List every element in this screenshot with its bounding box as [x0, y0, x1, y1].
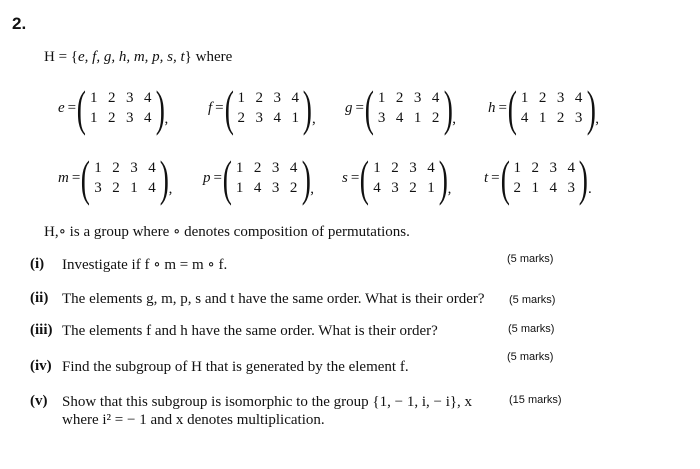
- equals-sign: =: [67, 99, 77, 116]
- matrix-row-top: [373, 88, 445, 108]
- matrix-cell: 3: [126, 90, 134, 106]
- matrix-cell: 4: [148, 160, 156, 176]
- matrix-cell: 3: [567, 180, 576, 196]
- question-part-text: Investigate if f ∘ m = m ∘ f.: [62, 257, 228, 273]
- marks-label: (5 marks): [507, 351, 554, 363]
- permutation-name: g: [345, 99, 353, 116]
- separator: ,: [310, 181, 315, 197]
- matrix-cell: 3: [549, 160, 558, 176]
- matrix-cell: 1: [130, 180, 138, 196]
- permutation-name: m: [58, 169, 69, 186]
- permutation-e: [58, 82, 168, 134]
- right-paren: ): [301, 150, 311, 206]
- equals-sign: =: [355, 99, 364, 116]
- right-paren: ): [579, 150, 589, 206]
- right-paren: ): [438, 150, 448, 206]
- question-part-label: (v): [30, 393, 48, 409]
- matrix-cell: 2: [108, 110, 116, 126]
- permutation-g: [345, 82, 456, 134]
- matrix-row-top: [232, 88, 304, 108]
- matrix-cell: 2: [112, 180, 120, 196]
- matrix-cell: 1: [413, 110, 422, 126]
- set-prefix: H = {: [44, 49, 78, 65]
- matrix-cell: 2: [391, 160, 399, 176]
- separator: ,: [168, 181, 173, 197]
- matrix-cell: 2: [255, 90, 264, 106]
- permutation-matrix: [373, 82, 445, 134]
- matrix-row-top: [516, 88, 588, 108]
- matrix-cell: 3: [413, 90, 422, 106]
- permutation-matrix: [232, 82, 304, 134]
- matrix-cell: 2: [253, 160, 262, 176]
- matrix-cell: 3: [377, 110, 386, 126]
- matrix-row-top: [231, 158, 303, 178]
- separator: ,: [447, 181, 452, 197]
- permutation-matrix: [368, 152, 440, 204]
- matrix-cell: 2: [556, 110, 565, 126]
- left-paren: (: [76, 80, 87, 136]
- left-paren: (: [507, 80, 517, 136]
- permutation-matrix: [508, 152, 580, 204]
- permutation-h: [488, 82, 599, 134]
- separator: .: [587, 181, 592, 197]
- matrix-cell: 2: [395, 90, 404, 106]
- matrix-cell: 4: [549, 180, 558, 196]
- question-part-text: The elements g, m, p, s and t have the same order. What is their order?: [62, 291, 485, 307]
- matrix-cell: 3: [391, 180, 399, 196]
- question-part-label: (iv): [30, 358, 52, 374]
- permutation-matrix: [89, 152, 161, 204]
- matrix-row-top: [368, 158, 440, 178]
- right-paren: ): [159, 150, 169, 206]
- matrix-row-bottom: [85, 108, 157, 128]
- matrix-cell: 2: [112, 160, 120, 176]
- question-part-label: (ii): [30, 290, 49, 306]
- matrix-cell: 2: [513, 180, 522, 196]
- matrix-cell: 2: [237, 110, 246, 126]
- equals-sign: =: [71, 169, 81, 186]
- matrix-row-bottom: [89, 178, 161, 198]
- permutation-name: s: [342, 169, 348, 186]
- matrix-cell: 1: [520, 90, 529, 106]
- matrix-row-bottom: [508, 178, 580, 198]
- set-elements: e, f, g, h, m, p, s, t: [78, 49, 185, 65]
- permutation-t: [484, 152, 592, 204]
- matrix-row-top: [89, 158, 161, 178]
- right-paren: ): [586, 80, 596, 136]
- matrix-row-top: [85, 88, 157, 108]
- permutation-name: p: [203, 169, 211, 186]
- matrix-cell: 4: [520, 110, 529, 126]
- matrix-cell: 4: [574, 90, 583, 106]
- left-paren: (: [500, 150, 510, 206]
- marks-label: (5 marks): [508, 323, 555, 335]
- left-paren: (: [81, 150, 91, 206]
- matrix-cell: 2: [531, 160, 540, 176]
- matrix-row-bottom: [373, 108, 445, 128]
- question-part-text: The elements f and h have the same order. What is their order?: [62, 323, 438, 339]
- permutation-f: [208, 82, 316, 134]
- left-paren: (: [224, 80, 234, 136]
- set-definition: [44, 49, 232, 66]
- permutation-p: [203, 152, 314, 204]
- permutation-m: [58, 152, 172, 204]
- permutation-matrix: [516, 82, 588, 134]
- right-paren: ): [155, 80, 165, 136]
- question-part-label: (iii): [30, 322, 53, 338]
- permutation-name: e: [58, 99, 65, 116]
- equals-sign: =: [498, 99, 507, 116]
- separator: ,: [595, 111, 600, 127]
- matrix-cell: 4: [144, 90, 152, 106]
- matrix-cell: 1: [373, 160, 381, 176]
- permutation-name: f: [208, 99, 213, 116]
- matrix-cell: 4: [148, 180, 156, 196]
- matrix-cell: 4: [253, 180, 262, 196]
- equals-sign: =: [213, 169, 222, 186]
- matrix-cell: 1: [427, 180, 435, 196]
- matrix-cell: 1: [531, 180, 540, 196]
- matrix-cell: 4: [291, 90, 300, 106]
- question-part-text-continued: where i² = − 1 and x denotes multiplication.: [62, 412, 325, 428]
- matrix-cell: 4: [273, 110, 282, 126]
- separator: ,: [311, 111, 316, 127]
- matrix-cell: 3: [126, 110, 134, 126]
- matrix-cell: 3: [130, 160, 138, 176]
- question-number: 2.: [12, 14, 27, 33]
- matrix-cell: 1: [90, 110, 98, 126]
- marks-label: (5 marks): [509, 294, 556, 306]
- left-paren: (: [222, 150, 232, 206]
- matrix-cell: 3: [409, 160, 417, 176]
- question-part-text: Show that this subgroup is isomorphic to the group {1, − 1, i, − i}, x: [62, 394, 473, 410]
- matrix-cell: 3: [574, 110, 583, 126]
- separator: ,: [164, 111, 169, 127]
- matrix-cell: 1: [94, 160, 102, 176]
- set-suffix: } where: [184, 49, 233, 65]
- equals-sign: =: [491, 169, 500, 186]
- group-statement: H,∘ is a group where ∘ denotes composition of permutations.: [44, 224, 410, 240]
- right-paren: ): [443, 80, 453, 136]
- matrix-cell: 4: [567, 160, 576, 176]
- question-part-text: Find the subgroup of H that is generated by the element f.: [62, 359, 409, 375]
- question-part-label: (i): [30, 256, 45, 272]
- matrix-cell: 1: [538, 110, 547, 126]
- matrix-cell: 3: [94, 180, 102, 196]
- left-paren: (: [360, 150, 370, 206]
- permutation-name: h: [488, 99, 496, 116]
- matrix-cell: 1: [513, 160, 522, 176]
- permutation-matrix: [231, 152, 303, 204]
- permutation-s: [342, 152, 451, 204]
- matrix-cell: 1: [235, 160, 244, 176]
- matrix-row-bottom: [231, 178, 303, 198]
- matrix-cell: 1: [235, 180, 244, 196]
- matrix-cell: 1: [291, 110, 300, 126]
- matrix-cell: 1: [237, 90, 246, 106]
- matrix-cell: 3: [271, 180, 280, 196]
- separator: ,: [452, 111, 457, 127]
- matrix-row-bottom: [516, 108, 588, 128]
- marks-label: (5 marks): [507, 253, 554, 265]
- matrix-cell: 2: [108, 90, 116, 106]
- matrix-cell: 3: [255, 110, 264, 126]
- right-paren: ): [303, 80, 313, 136]
- matrix-cell: 2: [538, 90, 547, 106]
- equals-sign: =: [350, 169, 360, 186]
- permutation-matrix: [85, 82, 157, 134]
- equals-sign: =: [215, 99, 224, 116]
- matrix-cell: 1: [90, 90, 98, 106]
- matrix-cell: 3: [556, 90, 565, 106]
- marks-label: (15 marks): [509, 394, 562, 406]
- matrix-cell: 2: [409, 180, 417, 196]
- matrix-row-top: [508, 158, 580, 178]
- matrix-cell: 2: [431, 110, 440, 126]
- matrix-cell: 4: [427, 160, 435, 176]
- matrix-cell: 2: [289, 180, 298, 196]
- matrix-row-bottom: [368, 178, 440, 198]
- matrix-cell: 3: [273, 90, 282, 106]
- matrix-cell: 1: [377, 90, 386, 106]
- left-paren: (: [364, 80, 374, 136]
- matrix-cell: 4: [431, 90, 440, 106]
- matrix-cell: 4: [144, 110, 152, 126]
- matrix-cell: 4: [395, 110, 404, 126]
- matrix-cell: 4: [373, 180, 381, 196]
- matrix-cell: 4: [289, 160, 298, 176]
- permutation-name: t: [484, 169, 489, 186]
- matrix-row-bottom: [232, 108, 304, 128]
- matrix-cell: 3: [271, 160, 280, 176]
